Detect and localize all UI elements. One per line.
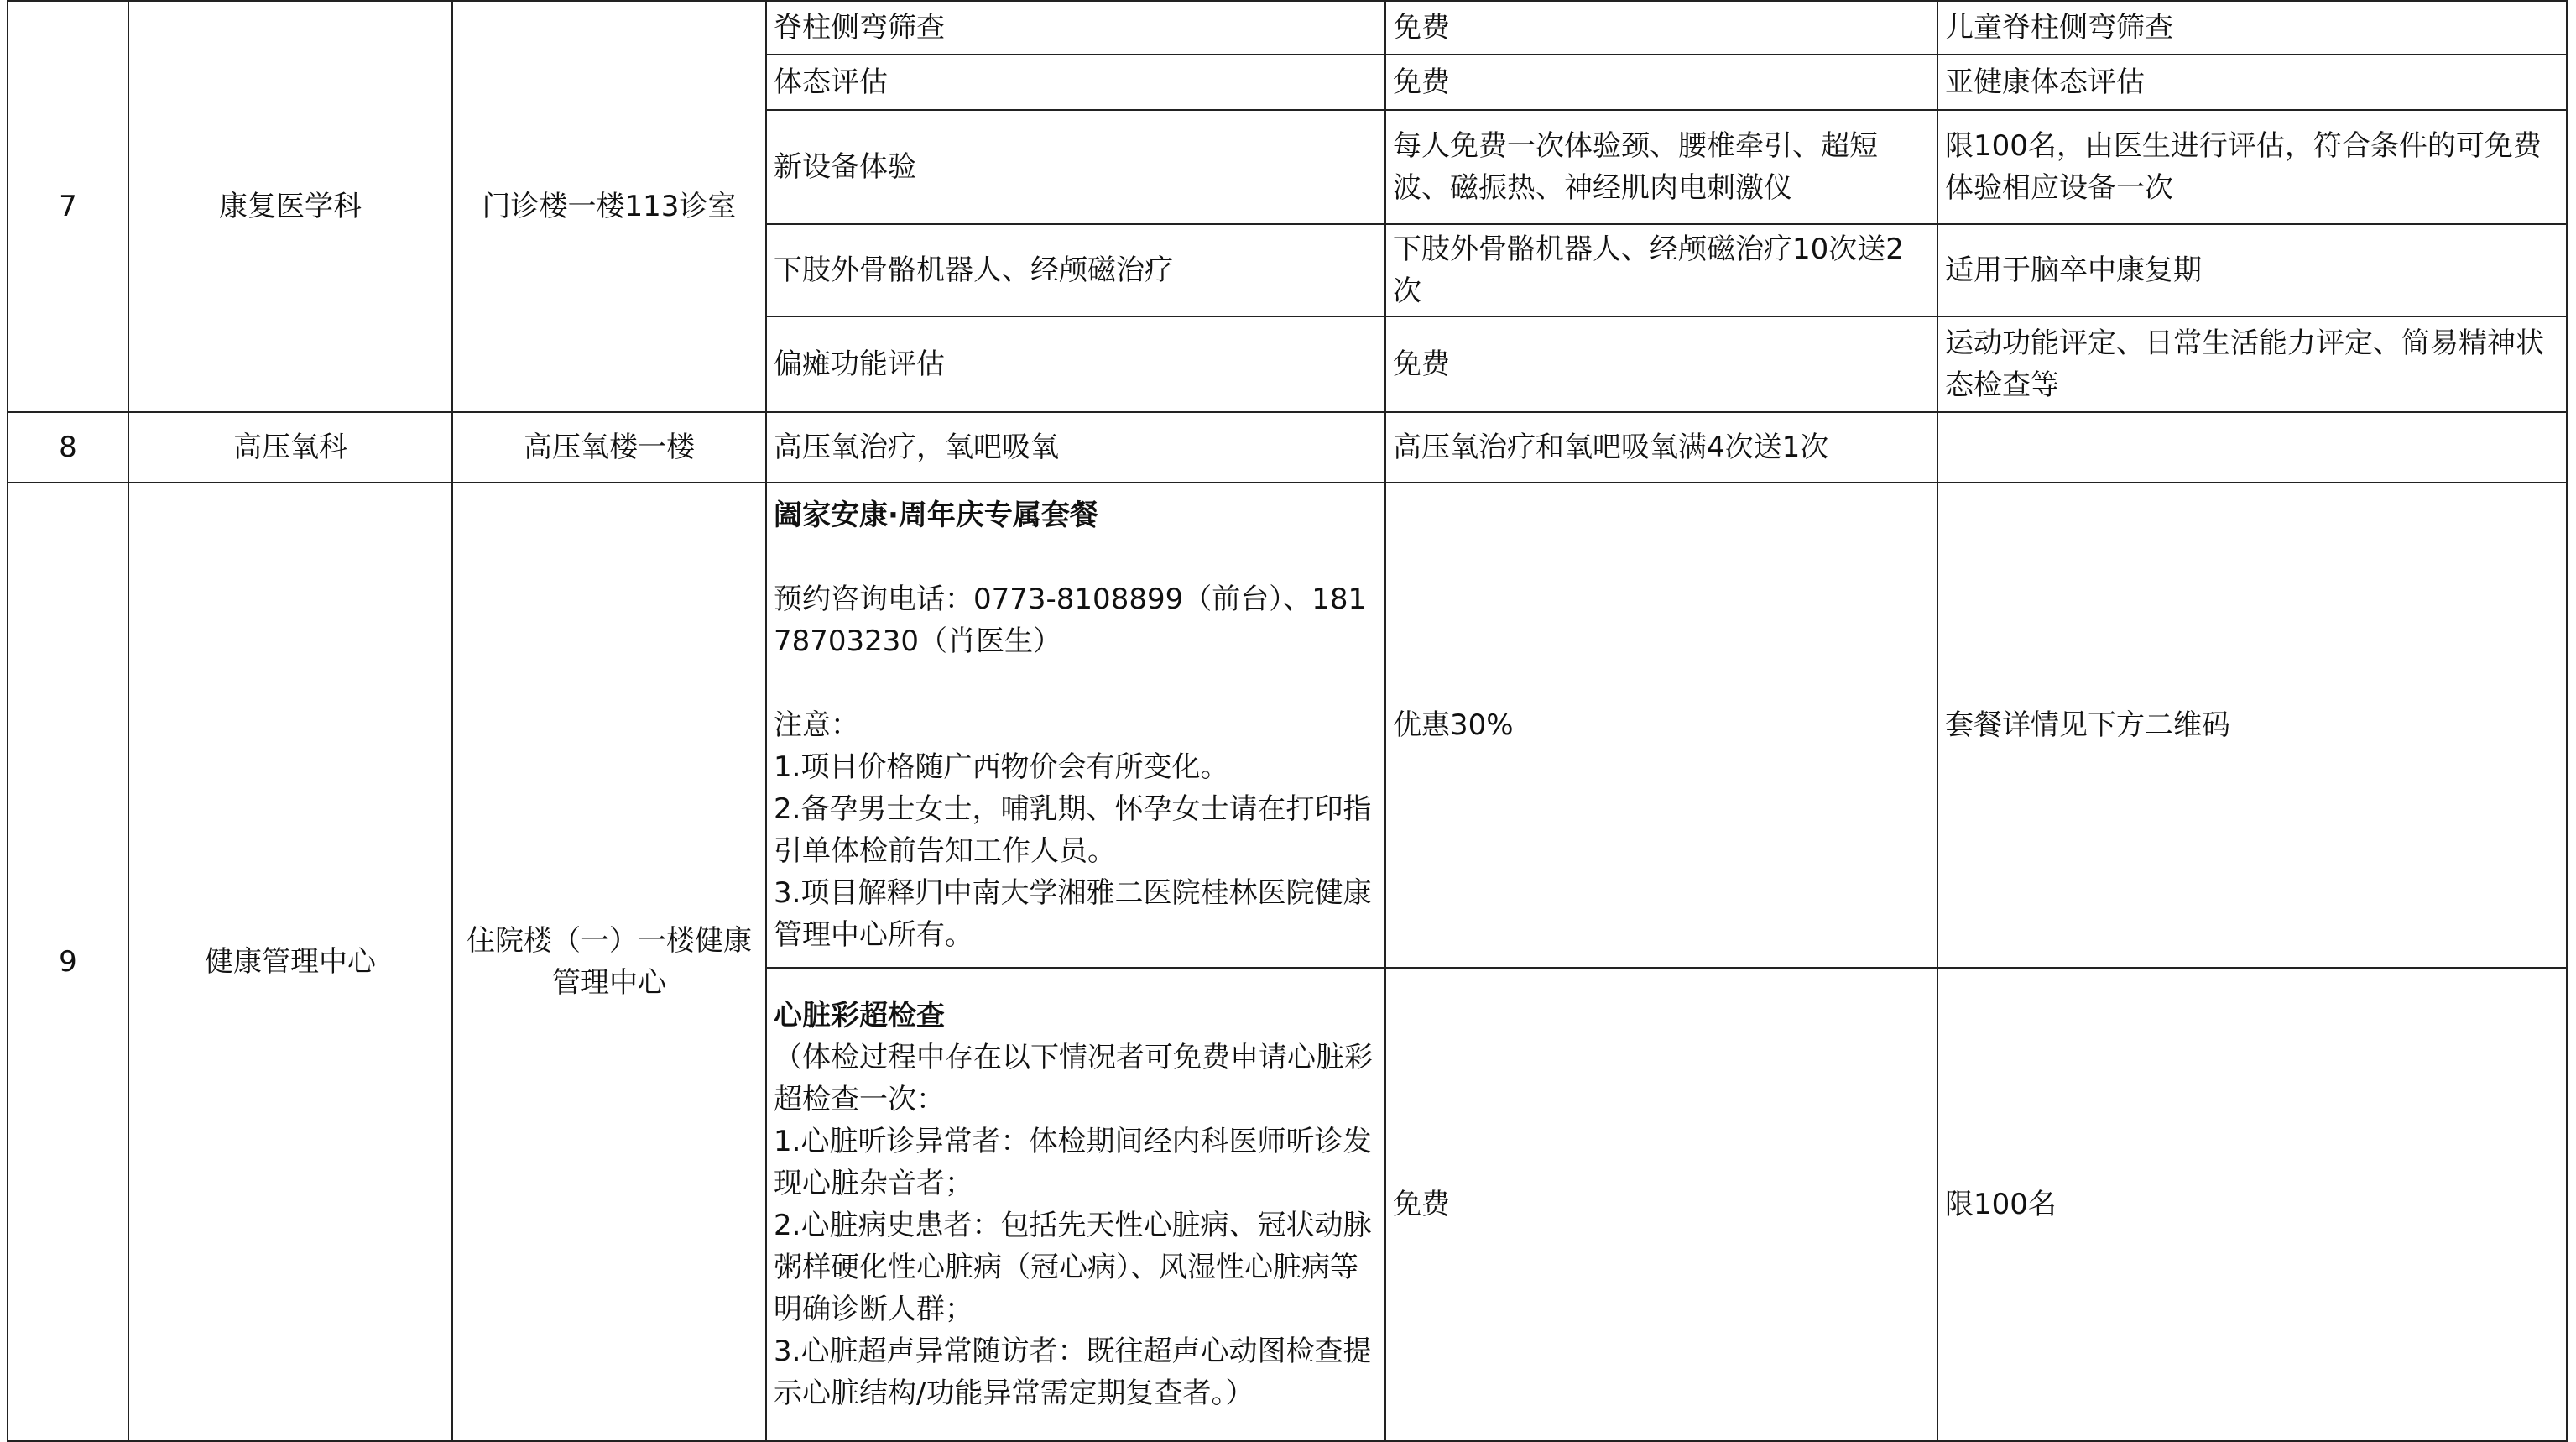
note [1937,412,2567,483]
package-notice-2: 2.备孕男士女士，哺乳期、怀孕女士请在打印指引单体检前告知工作人员。 [774,792,1372,868]
package-phone: 预约咨询电话：0773-8108899（前台）、18178703230（肖医生） [774,583,1367,658]
location: 门诊楼一楼113诊室 [452,1,766,412]
table-row [8,483,2567,968]
echo-item-2: 2.心脏病史患者：包括先天性心脏病、冠状动脉粥样硬化性心脏病（冠心病）、风湿性心脏病等明确诊断人群； [774,1209,1372,1326]
package-cell [766,483,1385,968]
service-table [7,0,2568,1442]
location: 高压氧楼一楼 [452,412,766,483]
table-row [8,1,2567,55]
note: 亚健康体态评估 [1937,55,2567,110]
row-number: 8 [8,412,128,483]
offer: 优惠30% [1385,483,1937,968]
echo-item-1: 1.心脏听诊异常者：体检期间经内科医师听诊发现心脏杂音者； [774,1125,1372,1200]
offer: 免费 [1385,968,1937,1441]
offer: 免费 [1385,1,1937,55]
department: 健康管理中心 [128,483,452,1441]
project: 脊柱侧弯筛查 [766,1,1385,55]
note: 套餐详情见下方二维码 [1937,483,2567,968]
package-notice-title: 注意： [774,708,859,742]
department: 康复医学科 [128,1,452,412]
offer: 高压氧治疗和氧吧吸氧满4次送1次 [1385,412,1937,483]
echo-cell [766,968,1385,1441]
location: 住院楼（一）一楼健康管理中心 [452,483,766,1441]
project: 新设备体验 [766,110,1385,224]
package-notice-3: 3.项目解释归中南大学湘雅二医院桂林医院健康管理中心所有。 [774,876,1372,952]
offer: 免费 [1385,55,1937,110]
row-number: 7 [8,1,128,412]
department: 高压氧科 [128,412,452,483]
project: 偏瘫功能评估 [766,316,1385,412]
note: 适用于脑卒中康复期 [1937,224,2567,316]
package-title: 阖家安康·周年庆专属套餐 [774,499,1098,532]
project: 高压氧治疗，氧吧吸氧 [766,412,1385,483]
package-notice-1: 1.项目价格随广西物价会有所变化。 [774,750,1229,784]
offer: 免费 [1385,316,1937,412]
echo-intro: （体检过程中存在以下情况者可免费申请心脏彩超检查一次： [774,1041,1373,1116]
offer: 下肢外骨骼机器人、经颅磁治疗10次送2次 [1385,224,1937,316]
project: 下肢外骨骼机器人、经颅磁治疗 [766,224,1385,316]
project: 体态评估 [766,55,1385,110]
note: 限100名 [1937,968,2567,1441]
table-row [8,412,2567,483]
echo-title: 心脏彩超检查 [774,999,945,1032]
note: 运动功能评定、日常生活能力评定、简易精神状态检查等 [1937,316,2567,412]
echo-item-3: 3.心脏超声异常随访者：既往超声心动图检查提示心脏结构/功能异常需定期复查者。） [774,1335,1372,1410]
note: 限100名，由医生进行评估，符合条件的可免费体验相应设备一次 [1937,110,2567,224]
offer: 每人免费一次体验颈、腰椎牵引、超短波、磁振热、神经肌肉电刺激仪 [1385,110,1937,224]
row-number: 9 [8,483,128,1441]
note: 儿童脊柱侧弯筛查 [1937,1,2567,55]
